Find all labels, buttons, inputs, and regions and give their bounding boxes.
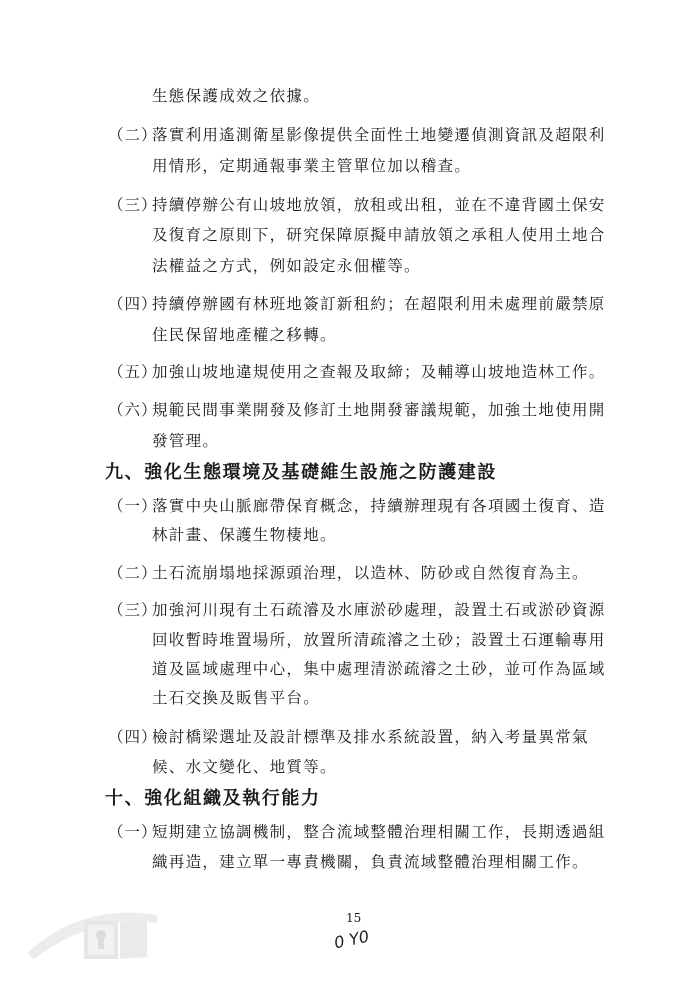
s10-item-1-line-1: 短期建立協調機制，整合流域整體治理相關工作，長期透過組	[152, 823, 606, 841]
s9-item-2-line-1: 土石流崩塌地採源頭治理，以造林、防砂或自然復育為主。	[152, 564, 589, 582]
s8-item-6-marker: （六）	[108, 401, 158, 419]
s8-item-5-line-1: 加強山坡地違規使用之查報及取締；及輔導山坡地造林工作。	[152, 363, 606, 381]
s10-item-1-marker: （一）	[108, 823, 158, 841]
s8-item-6-line-2: 發管理。	[152, 432, 220, 450]
s9-item-3-line-3: 道及區域處理中心，集中處理清淤疏濬之土砂，並可作為區域	[152, 660, 606, 678]
s9-item-4-line-2: 候、水文變化、地質等。	[152, 758, 337, 776]
s8-item-4-line-1: 持續停辦國有林班地簽訂新租約；在超限利用未處理前嚴禁原	[152, 295, 606, 313]
s8-item-4-line-2: 住民保留地產權之移轉。	[152, 326, 337, 344]
s8-item-2-line-2: 用情形，定期通報事業主管單位加以稽查。	[152, 157, 472, 175]
s8-item-3-line-1: 持續停辦公有山坡地放領，放租或出租，並在不違背國土保安	[152, 196, 606, 214]
section-9-heading: 九、強化生態環境及基礎維生設施之防護建設	[105, 462, 497, 483]
s9-item-3-line-1: 加強河川現有土石疏濬及水庫淤砂處理，設置土石或淤砂資源	[152, 601, 606, 619]
s8-item-2-line-1: 落實利用遙測衛星影像提供全面性土地變遷偵測資訊及超限利	[152, 126, 606, 144]
watermark-logo	[22, 893, 162, 963]
s9-item-3-line-4: 土石交換及販售平台。	[152, 689, 321, 707]
s9-item-1-line-1: 落實中央山脈廊帶保育概念，持續辦理現有各項國土復育、造	[152, 497, 606, 515]
page-number: 15	[346, 911, 362, 925]
section-10-heading: 十、強化組織及執行能力	[105, 788, 321, 809]
s8-item-3-line-2: 及復育之原則下，研究保障原擬申請放領之承租人使用土地合	[152, 226, 606, 244]
handwritten-note: 0 Y0	[332, 926, 371, 953]
s8-item-6-line-1: 規範民間事業開發及修訂土地開發審議規範，加強土地使用開	[152, 401, 606, 419]
s9-item-3-line-2: 回收暫時堆置場所，放置所清疏濬之土砂；設置土石運輸專用	[152, 631, 606, 649]
s8-item-3-marker: （三）	[108, 196, 158, 214]
intro-line: 生態保護成效之依據。	[152, 87, 321, 105]
s8-item-4-marker: （四）	[108, 295, 158, 313]
s9-item-1-line-2: 林計畫、保護生物棲地。	[152, 526, 337, 544]
s8-item-2-marker: （二）	[108, 126, 158, 144]
s9-item-4-marker: （四）	[108, 728, 158, 746]
s10-item-1-line-2: 織再造，建立單一專責機關，負責流域整體治理相關工作。	[152, 853, 589, 871]
s8-item-5-marker: （五）	[108, 363, 158, 381]
s9-item-1-marker: （一）	[108, 497, 158, 515]
s9-item-2-marker: （二）	[108, 564, 158, 582]
s8-item-3-line-3: 法權益之方式，例如設定永佃權等。	[152, 257, 421, 275]
s9-item-4-line-1: 檢討橋梁選址及設計標準及排水系統設置，納入考量異常氣	[152, 728, 589, 746]
s9-item-3-marker: （三）	[108, 601, 158, 619]
